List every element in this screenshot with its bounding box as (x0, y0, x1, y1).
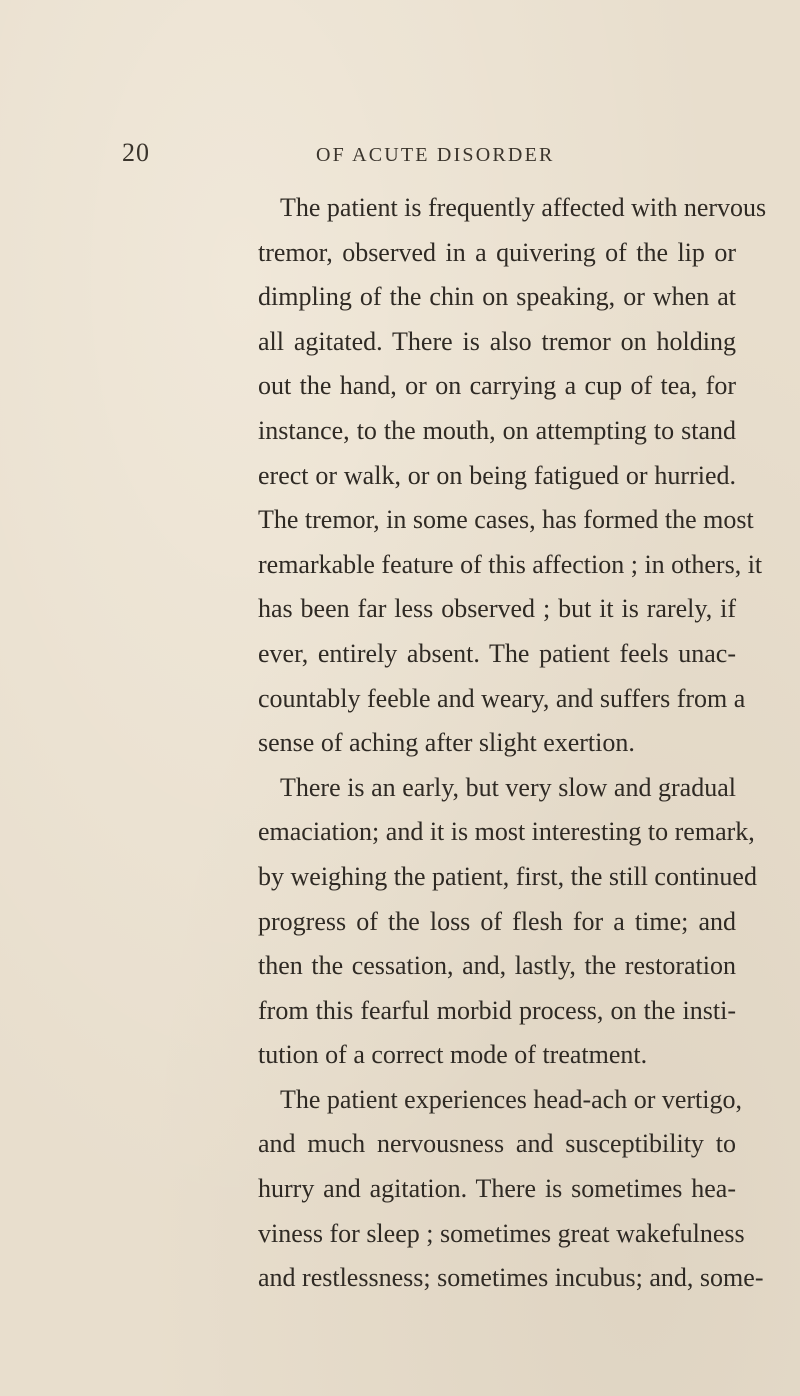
running-head (0, 138, 800, 172)
text-line: and restlessness; sometimes incubus; and, some- (258, 1263, 764, 1293)
text-line: tution of a correct mode of treatment. (258, 1040, 648, 1070)
text-line: out the hand, or on carrying a cup of tea, for (258, 371, 736, 401)
text-line: then the cessation, and, lastly, the restoration (258, 951, 736, 981)
running-title: OF ACUTE DISORDER (316, 144, 555, 166)
text-line: The patient experiences head-ach or vertigo, (280, 1084, 742, 1114)
text-line: sense of aching after slight exertion. (258, 728, 635, 758)
text-line: hurry and agitation. There is sometimes hea- (258, 1174, 736, 1204)
body-text (258, 186, 767, 1301)
text-line: remarkable feature of this affection ; in others, it (258, 549, 763, 579)
page-number: 20 (122, 138, 150, 167)
text-line: instance, to the mouth, on attempting to stand (258, 415, 736, 445)
text-line: There is an early, but very slow and gradual (280, 772, 736, 802)
text-line: ever, entirely absent. The patient feels unac- (258, 638, 736, 668)
text-line: erect or walk, or on being fatigued or hurried. (258, 460, 736, 490)
text-line: all agitated. There is also tremor on holding (258, 326, 736, 356)
text-line: from this fearful morbid process, on the insti- (258, 995, 736, 1025)
text-line: countably feeble and weary, and suffers from a (258, 683, 746, 713)
text-line: tremor, observed in a quivering of the lip or (258, 237, 736, 267)
text-line: has been far less observed ; but it is rarely, if (258, 594, 736, 624)
text-line: The patient is frequently affected with nervous (280, 193, 767, 222)
text-line: emaciation; and it is most interesting to remark, (258, 817, 755, 847)
text-line: and much nervousness and susceptibility to (258, 1129, 736, 1159)
text-line: viness for sleep ; sometimes great wakefulness (258, 1218, 745, 1248)
text-line: The tremor, in some cases, has formed the most (258, 505, 754, 535)
text-line: by weighing the patient, first, the still continued (258, 861, 757, 891)
text-line: dimpling of the chin on speaking, or when at (258, 282, 736, 312)
text-line: progress of the loss of flesh for a time; and (258, 906, 736, 936)
